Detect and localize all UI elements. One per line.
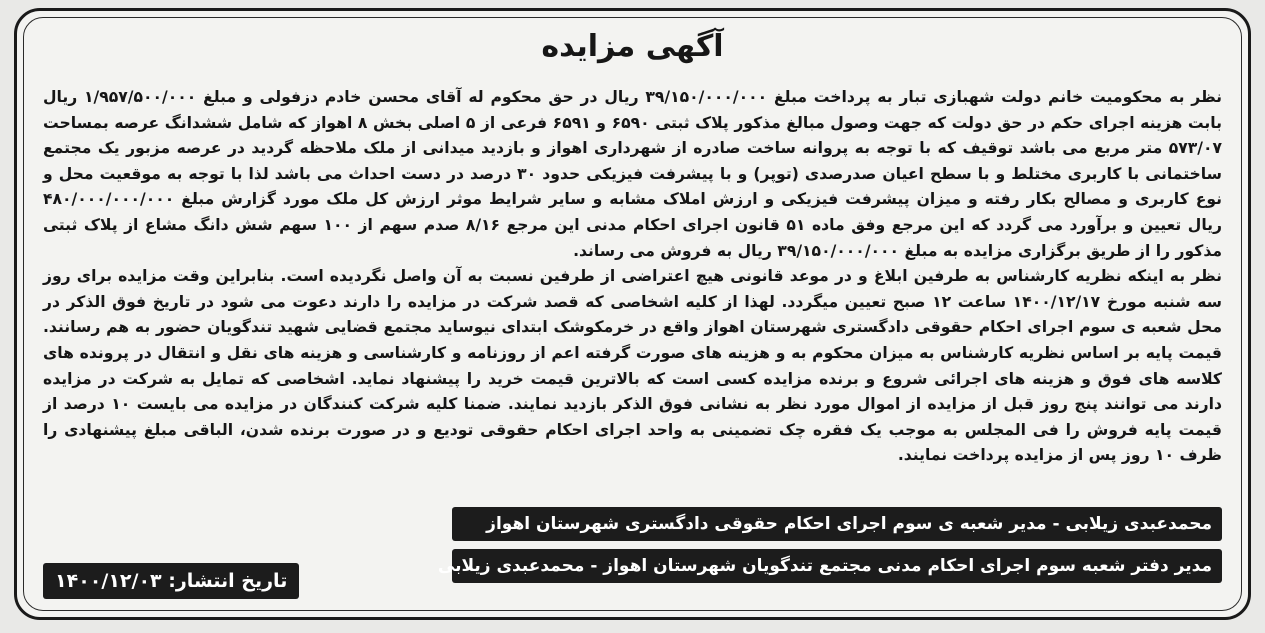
notice-title: آگهی مزایده — [541, 29, 724, 64]
signature-line-1: محمدعبدی زیلابی - مدیر شعبه ی سوم اجرای احکام حقوقی دادگستری شهرستان اهواز — [452, 507, 1222, 541]
notice-paragraph-2: نظر به اینکه نظریه کارشناس به طرفین ابلاغ و در موعد قانونی هیچ اعتراضی از طرفین نسبت به آن واصل نگردیده است. بنابراین وقت مزایده برای روز سه شنبه مورخ ۱۴۰۰/۱۲/۱۷ ساعت ۱۲ صبح تعیین میگردد. لهذا از کلیه اشخاصی که قصد شرکت در مزایده را دارند دعوت می شود در تاریخ فوق الذکر در محل شعبه ی سوم اجرای احکام حقوقی دادگستری شهرستان اهواز واقع در خرمکوشک ابتدای نیوساید مجتمع قضایی شهید تندگویان حضور به هم رسانند. قیمت پایه بر اساس نظریه کارشناس به میزان محکوم به و هزینه های صورت گرفته اعم از روزنامه و کارشناسی و هزینه های نقل و انتقال در پرونده های کلاسه های فوق و هزینه های اجرائی شروع و برنده مزایده کسی است که بالاترین قیمت خرید را پیشنهاد نماید. اشخاصی که تمایل به شرکت در مزایده دارند می توانند پنج روز قبل از مزایده از اموال مورد نظر به نشانی فوق الذکر بازدید نمایند. ضمنا کلیه شرکت کنندگان در مزایده می بایست ۱۰ درصد از قیمت پایه فروش را فی المجلس به موجب یک فقره چک تضمینی به واحد اجرای احکام حقوقی تودیع و در صورت برنده شدن، الباقی مبلغ پیشنهادی را ظرف ۱۰ روز پس از مزایده پرداخت نمایند. — [43, 267, 1222, 465]
signature-block — [437, 507, 1222, 591]
notice-body — [43, 85, 1222, 469]
notice-footer — [43, 507, 1222, 599]
publish-date: تاریخ انتشار: ۱۴۰۰/۱۲/۰۳ — [43, 563, 299, 599]
notice-paragraph-1: نظر به محکومیت خانم دولت شهبازی تبار به پرداخت مبلغ ۳۹/۱۵۰/۰۰۰/۰۰۰ ریال در حق محکوم له آقای محسن خادم دزفولی و مبلغ ۱/۹۵۷/۵۰۰/۰۰۰ ریال بابت هزینه اجرای حکم در حق دولت که جهت وصول مبالغ مذکور پلاک ثبتی ۶۵۹۰ و ۶۵۹۱ فرعی از ۵ اصلی بخش ۸ اهواز که شامل ششدانگ عرصه بمساحت ۵۷۳/۰۷ متر مربع می باشد توقیف که با توجه به پروانه ساخت صادره از شهرداری اهواز و بازدید میدانی از ملک ملاحظه گردید در عرصه مزبور یک مجتمع ساختمانی با کاربری مختلط و با سطح اعیان صدرصدی (توپر) و با پیشرفت فیزیکی حدود ۳۰ درصد در دست احداث می باشد لذا با توجه به موقعیت محل و نوع کاربری و مصالح بکار رفته و میزان پیشرفت فیزیکی و ارزش املاک مشابه و سایر شرایط موثر ارزش کل ملک مورد گزارش مبلغ ۴۸۰/۰۰۰/۰۰۰/۰۰۰ ریال تعیین و برآورد می گردد که این مرجع وفق ماده ۵۱ قانون اجرای احکام مدنی این مرجع ۸/۱۶ صدم سهم از ۱۰۰ سهم شش دانگ مشاع از پلاک ثبتی مذکور را از طریق برگزاری مزایده به مبلغ ۳۹/۱۵۰/۰۰۰/۰۰۰ ریال به فروش می رساند. — [43, 88, 1223, 260]
notice-frame — [14, 8, 1251, 620]
signature-line-2: مدیر دفتر شعبه سوم اجرای احکام مدنی مجتمع تندگویان شهرستان اهواز - محمدعبدی زیلابی — [452, 549, 1222, 583]
